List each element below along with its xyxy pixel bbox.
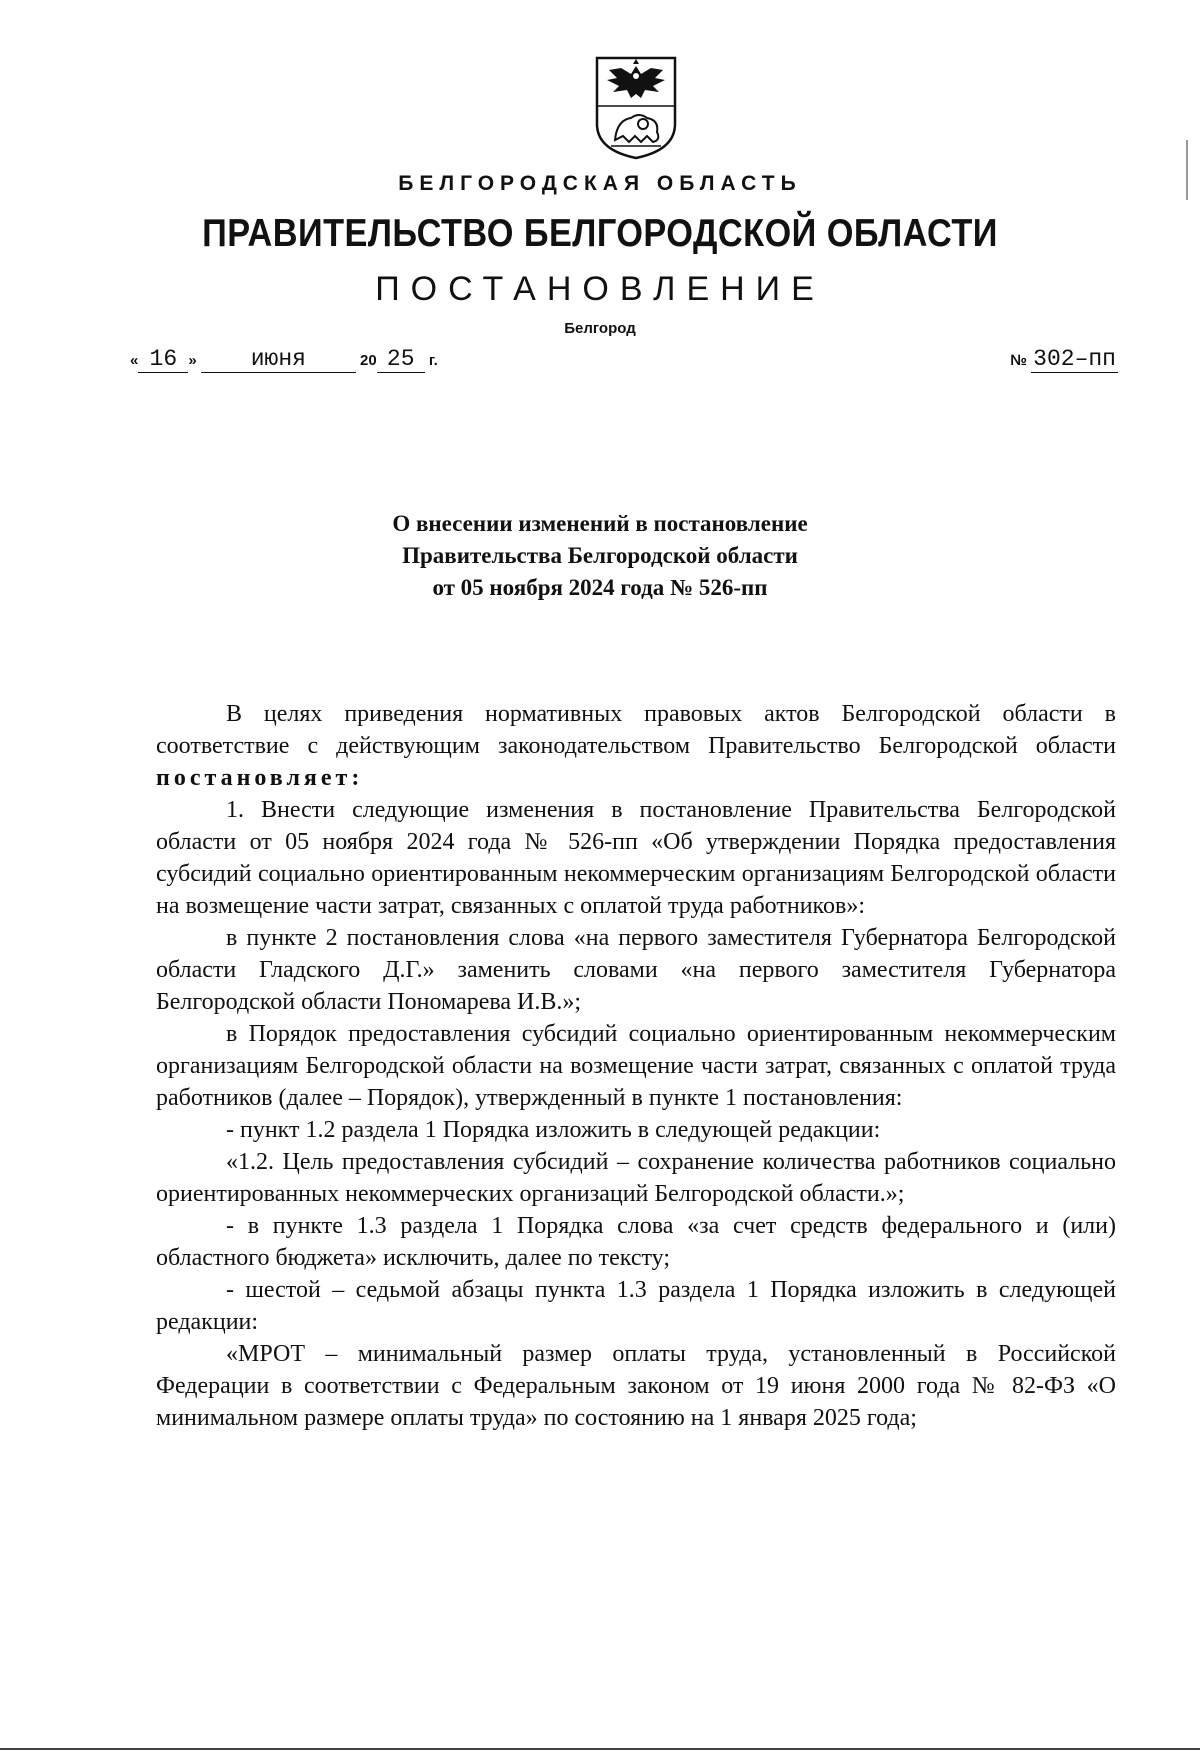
date-year-unit: г.: [428, 352, 438, 369]
date-year-prefix: 20: [360, 352, 377, 369]
body-paragraph: - шестой – седьмой абзацы пункта 1.3 раздела 1 Порядка изложить в следующей редакции:: [156, 1277, 1116, 1335]
city-label: Белгород: [564, 320, 636, 337]
body-paragraph: в Порядок предоставления субсидий социально ориентированным некоммерческим организациям Белгородской области на возмещение части затрат, связанных с оплатой труда работников (далее – Порядок), утвержденный в пункте 1 постановления:: [156, 1021, 1116, 1111]
body-paragraph: [156, 698, 1116, 794]
date-month: июня: [201, 346, 356, 373]
scan-edge-mark: [1186, 140, 1188, 200]
body-paragraph: в пункте 2 постановления слова «на первого заместителя Губернатора Белгородской области Гладского Д.Г.» заменить словами «на первого заместителя Губернатора Белгородской области Пономарева И.В.»;: [156, 925, 1116, 1015]
date-close-quote: »: [188, 352, 197, 369]
document-type-heading: ПОСТАНОВЛЕНИЕ: [375, 270, 825, 308]
page-bottom-edge: [0, 1748, 1200, 1750]
date-line: [130, 346, 438, 373]
body-paragraph: «1.2. Цель предоставления субсидий – сохранение количества работников социально ориентированных некоммерческих организаций Белгородской области.»;: [156, 1149, 1116, 1207]
body-paragraph: - в пункте 1.3 раздела 1 Порядка слова «за счет средств федерального и (или) областного бюджета» исключить, далее по тексту;: [156, 1213, 1116, 1271]
title-line: Правительства Белгородской области: [402, 543, 798, 568]
date-open-quote: «: [130, 352, 139, 369]
coat-of-arms-emblem: [591, 54, 681, 160]
number-line: [1010, 346, 1118, 373]
region-heading: БЕЛГОРОДСКАЯ ОБЛАСТЬ: [398, 172, 802, 195]
date-year-suffix: 25: [377, 346, 425, 373]
date-day: 16: [138, 346, 188, 373]
title-line: от 05 ноября 2024 года № 526-пп: [432, 575, 768, 600]
document-title: [0, 508, 1200, 604]
paragraph-text: В целях приведения нормативных правовых актов Белгородской области в соответствие с действующим законодательством Правительство Белгородской области: [156, 701, 1116, 759]
body-paragraph: - пункт 1.2 раздела 1 Порядка изложить в следующей редакции:: [226, 1117, 881, 1143]
document-body: [156, 698, 1116, 1434]
document-number: 302–пп: [1033, 346, 1116, 372]
title-line: О внесении изменений в постановление: [392, 511, 808, 536]
government-heading: ПРАВИТЕЛЬСТВО БЕЛГОРОДСКОЙ ОБЛАСТИ: [202, 212, 998, 255]
body-paragraph: «МРОТ – минимальный размер оплаты труда, установленный в Российской Федерации в соответствии с Федеральным законом от 19 июня 2000 года № 82-ФЗ «О минимальном размере оплаты труда» по состоянию на 1 января 2025 года;: [156, 1341, 1116, 1431]
number-label: №: [1010, 352, 1027, 369]
body-paragraph: 1. Внести следующие изменения в постановление Правительства Белгородской области от 05 ноября 2024 года № 526-пп «Об утверждении Порядка предоставления субсидий социально ориентированным некоммерческим организациям Белгородской области на возмещение части затрат, связанных с оплатой труда работников»:: [156, 797, 1116, 919]
resolution-keyword: постановляет:: [156, 765, 364, 791]
